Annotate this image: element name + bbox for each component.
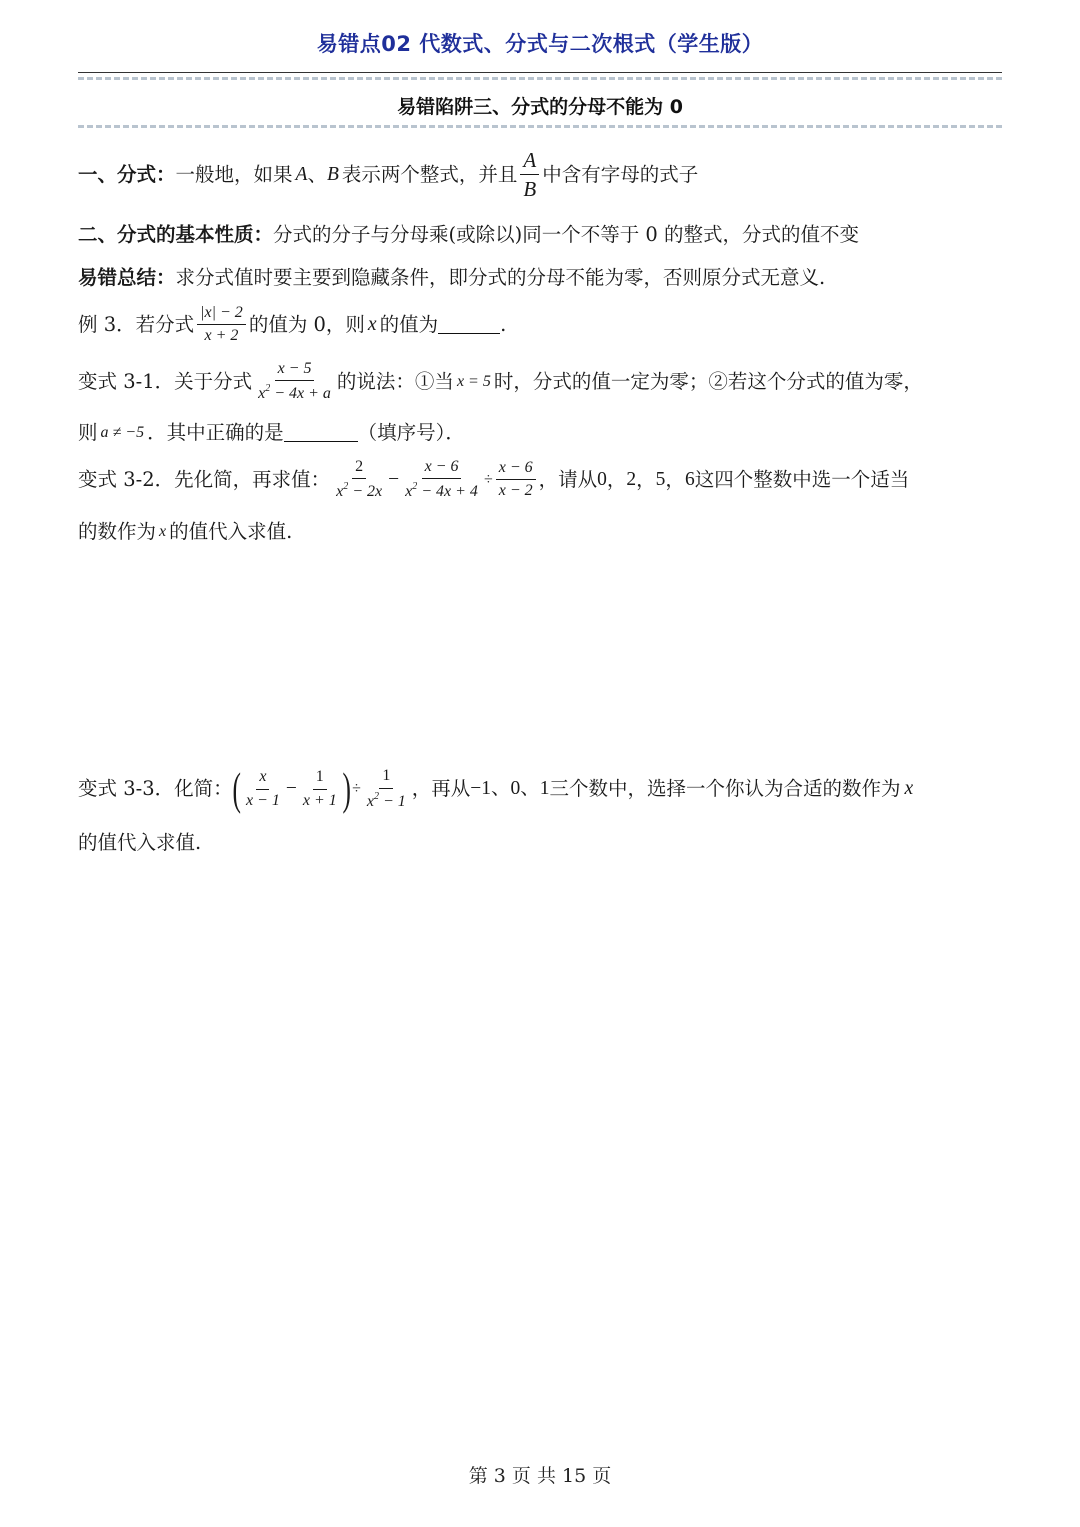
left-paren: ( <box>232 763 241 814</box>
right-paren: ) <box>342 763 351 814</box>
fraction-x-minus-5: $\frac{x - 5}{x^2 - 4x + a}$ <box>258 360 331 403</box>
variant-3-1-line2: 则 a ≠ −5 ．其中正确的是 （填序号）． <box>78 421 465 444</box>
header-title: 易错点02 代数式、分式与二次根式（学生版） <box>316 32 764 56</box>
variant-3-3: 变式 3-3．化简： ( $\frac{x}{x - 1}$ − $\frac{1}{x + 1}$ ) ÷ $\frac{1}{x^2 - 1}$ ，再从 −1、0、1 三个数中，选择一个你认为合适的数作为 x <box>78 763 914 814</box>
error-summary: 易错总结： 求分式值时要主要到隐藏条件，即分式的分母不能为零，否则原分式无意义. <box>78 266 826 289</box>
definition-label: 二、分式的基本性质： <box>78 223 274 246</box>
answer-blank[interactable] <box>284 423 358 442</box>
variant-3-1: 变式 3-1．关于分式 $\frac{x - 5}{x^2 - 4x + a}$ 的说法：①当 x = 5 时，分式的值一定为零；②若这个分式的值为零， <box>78 360 923 403</box>
definition-label: 一、分式： <box>78 162 176 186</box>
variant-3-2-line2: 的数作为 x 的值代入求值. <box>78 520 293 543</box>
fraction-1-over-x2-1: $\frac{1}{x^2 - 1}$ <box>366 767 406 810</box>
summary-label: 易错总结： <box>78 266 176 289</box>
section-divider-bottom <box>78 125 1002 128</box>
fraction-a-over-b: $\frac{A}{B}$ <box>520 148 539 201</box>
fraction-x-6-over-x-2: $\frac{x - 6}{x - 2}$ <box>496 459 536 501</box>
definition-fraction: 一、分式： 一般地，如果 A 、 B 表示两个整式，并且 $\frac{A}{B}$ 中含有字母的式子 <box>78 148 699 202</box>
page-footer: 第 3 页 共 15 页 <box>468 1465 612 1487</box>
fraction-x-over-x-1: $\frac{x}{x - 1}$ <box>245 768 280 809</box>
fraction-1-over-x-1: $\frac{1}{x + 1}$ <box>302 768 337 809</box>
answer-blank[interactable] <box>438 315 500 334</box>
fraction-x-6-over-quadratic: $\frac{x - 6}{x^2 - 4x + 4}$ <box>405 458 478 501</box>
variant-3-2: 变式 3-2．先化简，再求值： $\frac{2}{x^2 - 2x}$ − $\frac{x - 6}{x^2 - 4x + 4}$ ÷ $\frac{x - 6}{x - 2}$ ，请从 0 ， 2 ， 5 ， 6 这四个整数中选一个适当 <box>78 458 910 501</box>
example-3: 例 3．若分式 $\frac{|x| - 2}{x + 2}$ 的值为 0，则 x 的值为 . <box>78 304 507 345</box>
fraction-2-over-x2-2x: $\frac{2}{x^2 - 2x}$ <box>336 458 383 501</box>
variant-3-3-line2: 的值代入求值. <box>78 831 202 854</box>
section-divider-top <box>78 77 1002 80</box>
definition-basic-property: 二、分式的基本性质： 分式的分子与分母乘(或除以)同一个不等于 0 的整式，分式的值不变 <box>78 223 860 246</box>
header-rule <box>78 72 1002 73</box>
fraction-abs-x: $\frac{|x| - 2}{x + 2}$ <box>197 304 246 346</box>
section-heading: 易错陷阱三、分式的分母不能为 0 <box>397 96 683 118</box>
